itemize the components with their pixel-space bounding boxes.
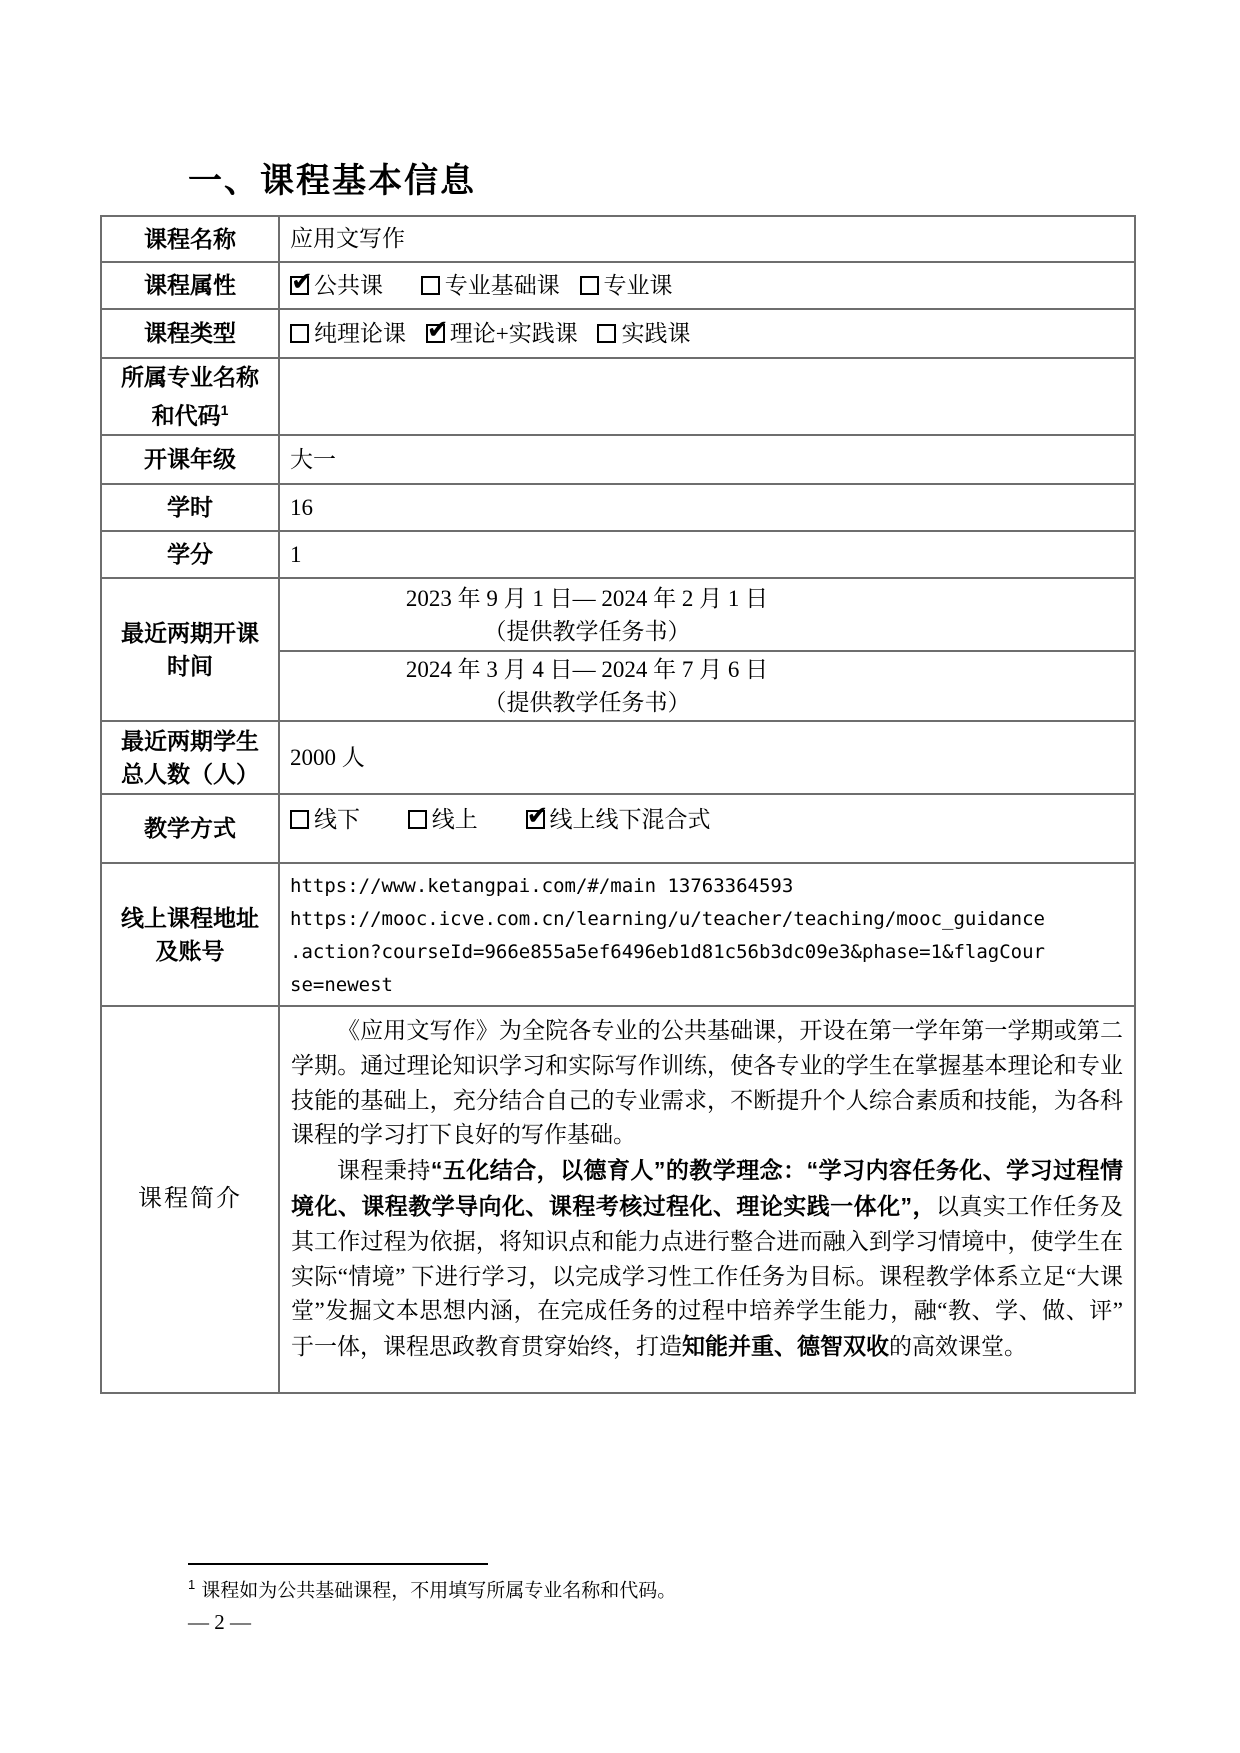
course-attribute-options — [279, 262, 1135, 309]
recent-terms-value — [279, 578, 1135, 721]
course-url-line: .action?courseId=966e855a5ef6496eb1d81c56b3dc09e3&phase=1&flagCour — [290, 941, 1045, 963]
online-course-label — [101, 863, 279, 1006]
grade-value: 大一 — [279, 435, 1135, 484]
recent-terms-label — [101, 578, 279, 721]
footnote-separator — [188, 1563, 488, 1565]
term-1-dates: 2023 年 9 月 1 日— 2024 年 2 月 1 日 — [405, 585, 769, 611]
course-attribute-label: 课程属性 — [101, 262, 279, 309]
row-course-attribute — [101, 262, 1135, 309]
section-title: 一、课程基本信息 — [188, 162, 476, 200]
row-online-course — [101, 863, 1135, 1006]
checkbox-icon — [290, 324, 309, 343]
row-recent-terms — [101, 578, 1135, 721]
option-label: 实践课 — [621, 320, 691, 346]
label-line-2: 和代码$^1$ — [151, 401, 229, 429]
option-label: 线上 — [431, 807, 478, 832]
credits-value: 1 — [279, 531, 1135, 578]
label-line-1: 线上课程地址 — [121, 904, 259, 931]
hours-value: 16 — [279, 484, 1135, 531]
option-label: 线下 — [314, 807, 360, 832]
row-course-type — [101, 309, 1135, 358]
course-url-line: https://www.ketangpai.com/#/main 13763364593 — [290, 875, 794, 897]
row-hours — [101, 484, 1135, 531]
term-2 — [280, 650, 1134, 720]
option-label: 公共课 — [314, 272, 383, 298]
checkbox-icon — [421, 276, 440, 295]
page-footer — [188, 1563, 676, 1635]
course-name-label: 课程名称 — [101, 216, 279, 262]
option-label: 理论+实践课 — [449, 320, 578, 346]
course-name-value: 应用文写作 — [279, 216, 1135, 262]
course-info-table — [100, 215, 1136, 1394]
hours-label: 学时 — [101, 484, 279, 531]
row-recent-students — [101, 721, 1135, 794]
checkbox-icon — [597, 324, 616, 343]
option-blended — [526, 804, 711, 836]
teaching-mode-label: 教学方式 — [101, 794, 279, 863]
checkbox-icon — [290, 276, 309, 295]
option-major-basic-course — [421, 270, 560, 302]
intro-paragraph-2: 课程秉持“五化结合，以德育人”的教学理念：“学习内容任务化、学习过程情境化、课程教学导向化、课程考核过程化、理论实践一体化”，以真实工作任务及其工作过程为依据，将知识点和能力点进行整合进而融入到学习情境中，使学生在实际“情境” 下进行学习，以完成学习性工作任务为目标。课程教学体系立足“大课堂”发掘文本思想内涵，在完成任务的过程中培养学生能力，融“教、学、做、评”于一体，课程思政教育贯穿始终，打造知能并重、德智双收的高效课堂。 — [291, 1157, 1124, 1360]
footnote-marker: 1 — [188, 1577, 196, 1592]
course-intro-label: 课程简介 — [101, 1006, 279, 1393]
option-label: 纯理论课 — [314, 320, 406, 346]
row-teaching-mode — [101, 794, 1135, 863]
option-label: 专业课 — [603, 272, 673, 298]
term-1-note: （提供教学任务书） — [483, 618, 691, 644]
label-line-1: 所属专业名称 — [121, 363, 259, 390]
checkbox-icon — [408, 810, 427, 829]
option-offline — [290, 804, 360, 836]
course-intro-value — [279, 1006, 1135, 1393]
checkbox-icon — [526, 810, 545, 829]
term-2-dates: 2024 年 3 月 4 日— 2024 年 7 月 6 日 — [405, 657, 769, 682]
option-label: 专业基础课 — [444, 272, 560, 298]
checkbox-icon — [290, 810, 309, 829]
option-theory-practice — [426, 318, 578, 350]
checkbox-icon — [426, 324, 445, 343]
recent-students-value: 2000 人 — [279, 721, 1135, 794]
option-major-course — [580, 270, 673, 302]
label-line-1: 最近两期学生 — [121, 727, 259, 754]
row-course-name — [101, 216, 1135, 262]
option-pure-theory — [290, 318, 406, 350]
row-major-name-code — [101, 358, 1135, 435]
footnote-text: $^1$ 课程如为公共基础课程，不用填写所属专业名称和代码。 — [188, 1577, 677, 1602]
row-grade — [101, 435, 1135, 484]
row-course-intro — [101, 1006, 1135, 1393]
recent-students-label — [101, 721, 279, 794]
label-line-2: 及账号 — [155, 937, 225, 964]
credits-label: 学分 — [101, 531, 279, 578]
course-type-label: 课程类型 — [101, 309, 279, 358]
page-number: — 2 — — [188, 1610, 251, 1635]
online-course-value — [279, 863, 1135, 1006]
term-2-note: （提供教学任务书） — [483, 690, 691, 715]
label-line-1: 最近两期开课 — [121, 619, 259, 646]
option-label: 线上线下混合式 — [549, 807, 711, 832]
row-credits — [101, 531, 1135, 578]
option-online — [408, 804, 478, 836]
option-public-course — [290, 270, 383, 302]
course-type-options — [279, 309, 1135, 358]
intro-paragraph-1: 《应用文写作》为全院各专业的公共基础课，开设在第一学年第一学期或第二学期。通过理论知识学习和实际写作训练，使各专业的学生在掌握基本理论和专业技能的基础上，充分结合自己的专业需求，不断提升个人综合素质和技能，为各科课程的学习打下良好的写作基础。 — [291, 1018, 1123, 1148]
label-line-2: 总人数（人） — [121, 760, 259, 787]
major-name-code-value — [279, 358, 1135, 435]
course-url-line: https://mooc.icve.com.cn/learning/u/teacher/teaching/mooc_guidance — [290, 908, 1045, 930]
term-1 — [280, 579, 1134, 650]
grade-label: 开课年级 — [101, 435, 279, 484]
teaching-mode-options — [279, 794, 1135, 863]
course-url-line: se=newest — [290, 974, 393, 996]
option-practice — [597, 318, 690, 350]
footnote-reference: 1 — [220, 401, 229, 418]
major-name-code-label — [101, 358, 279, 435]
label-line-2: 时间 — [167, 652, 213, 679]
checkbox-icon — [580, 276, 599, 295]
